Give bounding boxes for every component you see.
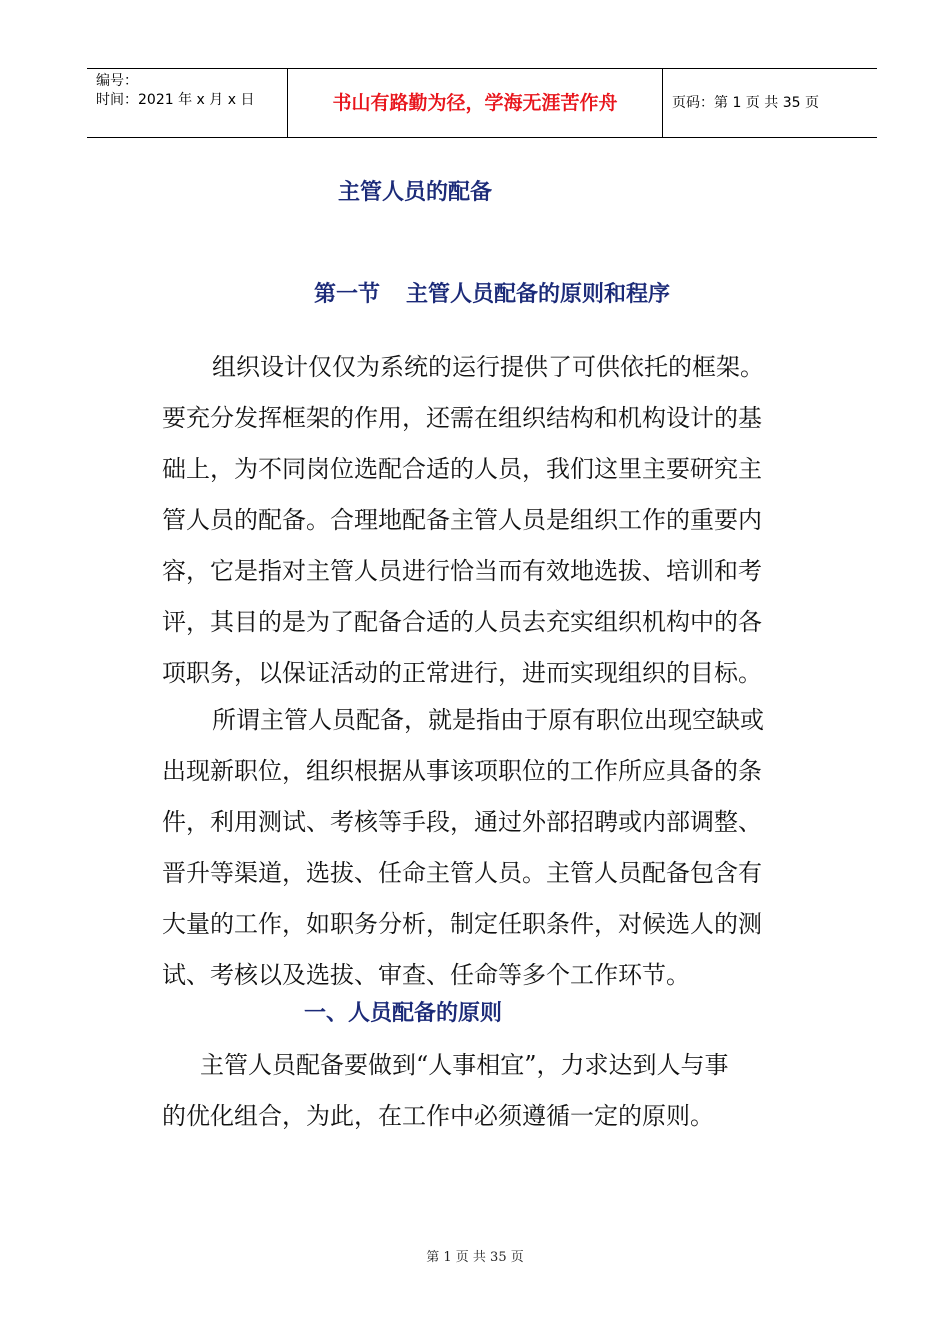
serial-label: 编号： [96, 73, 138, 89]
motto-text: 书山有路勤为径，学海无涯苦作舟 [332, 92, 618, 114]
paragraph-line: 项职务，以保证活动的正常进行，进而实现组织的目标。 [162, 659, 762, 687]
section-title: 主管人员配备的原则和程序 [406, 282, 671, 307]
paragraph-line: 大量的工作，如职务分析，制定任职条件，对候选人的测 [162, 910, 762, 938]
paragraph-2 [162, 695, 802, 1001]
header-motto-cell [287, 69, 663, 137]
paragraph-line: 容，它是指对主管人员进行恰当而有效地选拔、培训和考 [162, 557, 762, 585]
paragraph-line: 组织设计仅仅为系统的运行提供了可供依托的框架。 [212, 353, 764, 381]
document-title: 主管人员的配备 [338, 180, 493, 205]
paragraph-line: 要充分发挥框架的作用，还需在组织结构和机构设计的基 [162, 404, 762, 432]
time-label: 时间：2021 年 x 月 x 日 [96, 92, 255, 108]
paragraph-line: 出现新职位，组织根据从事该项职位的工作所应具备的条 [162, 757, 762, 785]
paragraph-line: 础上，为不同岗位选配合适的人员，我们这里主要研究主 [162, 455, 762, 483]
paragraph-line: 试、考核以及选拔、审查、任命等多个工作环节。 [162, 961, 690, 989]
header-page-info: 页码：第 1 页 共 35 页 [672, 95, 819, 111]
page-footer: 第 1 页 共 35 页 [426, 1250, 524, 1265]
paragraph-line: 管人员的配备。合理地配备主管人员是组织工作的重要内 [162, 506, 762, 534]
header-page-cell [662, 69, 877, 137]
section-number: 第一节 [314, 282, 381, 307]
paragraph-line: 主管人员配备要做到“人事相宜”，力求达到人与事 [200, 1051, 729, 1079]
header-meta-cell [87, 69, 287, 137]
paragraph-line: 件，利用测试、考核等手段，通过外部招聘或内部调整、 [162, 808, 762, 836]
paragraph-1 [162, 342, 802, 699]
paragraph-line: 评，其目的是为了配备合适的人员去充实组织机构中的各 [162, 608, 762, 636]
page-header [87, 68, 877, 138]
subheading: 一、人员配备的原则 [304, 1001, 503, 1026]
paragraph-line: 的优化组合，为此，在工作中必须遵循一定的原则。 [162, 1102, 714, 1130]
paragraph-line: 所谓主管人员配备，就是指由于原有职位出现空缺或 [212, 706, 764, 734]
paragraph-3 [162, 1040, 802, 1142]
paragraph-line: 晋升等渠道，选拔、任命主管人员。主管人员配备包含有 [162, 859, 762, 887]
section-heading [314, 280, 670, 310]
